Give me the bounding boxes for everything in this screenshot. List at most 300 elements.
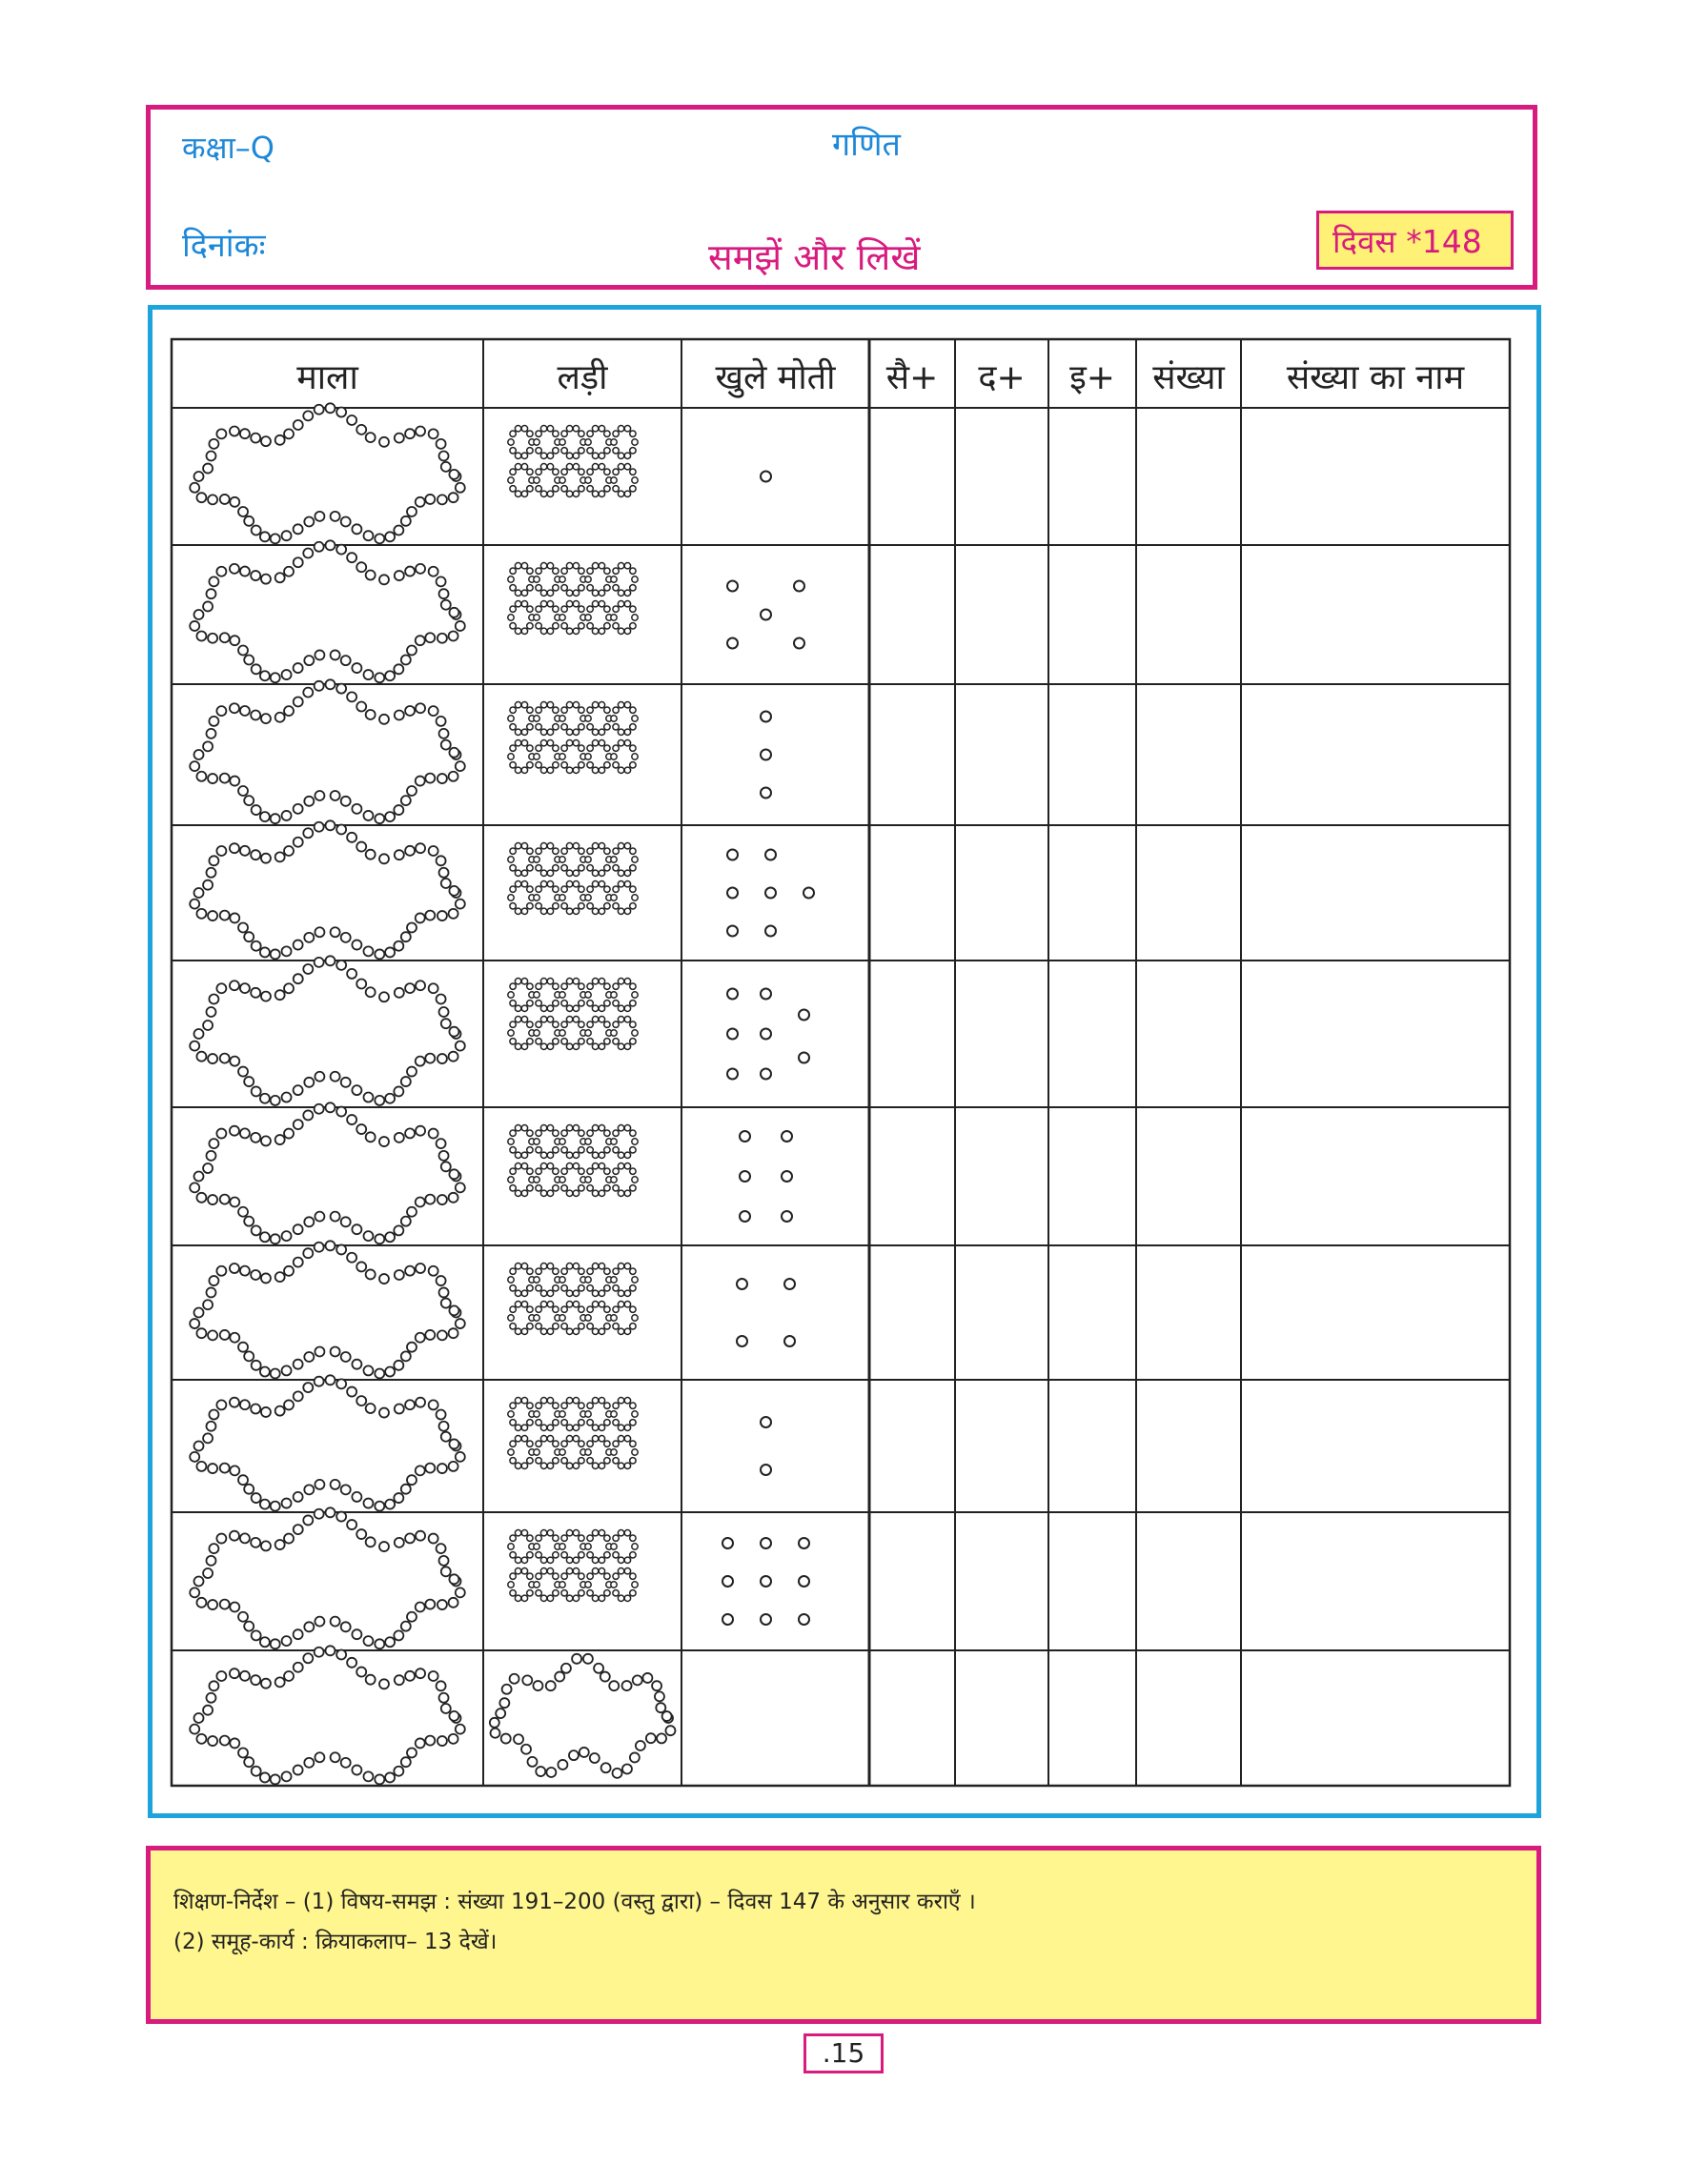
garland-bead xyxy=(437,1681,446,1690)
strand-bead xyxy=(624,1436,630,1442)
strand-bead xyxy=(534,992,539,998)
garland-bead xyxy=(315,791,324,800)
strand-bead xyxy=(579,1552,584,1558)
garland-bead xyxy=(437,1600,447,1609)
garland-bead xyxy=(394,1493,403,1503)
garland-bead xyxy=(282,946,292,956)
strand-bead xyxy=(587,1324,593,1329)
strand-bead xyxy=(521,1125,527,1131)
strand-bead xyxy=(508,754,514,759)
garland-bead xyxy=(275,713,285,722)
strand-bead xyxy=(527,903,533,909)
garland-bead xyxy=(315,1104,324,1114)
strand-bead xyxy=(536,623,541,629)
garland-bead xyxy=(304,1758,314,1768)
strand-bead xyxy=(566,1568,572,1574)
strand-bead xyxy=(534,1411,539,1417)
garland-bead xyxy=(341,797,351,806)
strand-bead xyxy=(604,1268,610,1274)
strand-bead xyxy=(573,1595,579,1601)
garland-bead xyxy=(282,1365,292,1375)
strand-bead xyxy=(566,1190,572,1196)
strand-bead xyxy=(547,1290,553,1296)
strand-bead xyxy=(534,1582,539,1587)
strand-bead xyxy=(540,563,546,569)
strand-bead xyxy=(618,881,623,887)
garland-bead xyxy=(395,1675,404,1685)
strand-bead xyxy=(515,1302,520,1307)
strand-bead xyxy=(604,1130,610,1136)
loose-bead xyxy=(722,1576,733,1587)
strand-bead xyxy=(587,1185,593,1191)
strand-bead xyxy=(613,886,619,892)
garland-bead xyxy=(209,1410,218,1420)
garland-bead xyxy=(252,1493,261,1503)
strand-bead xyxy=(561,1324,567,1329)
garland-bead xyxy=(385,532,395,541)
garland-bead xyxy=(230,636,239,645)
strand-bead xyxy=(536,1285,541,1291)
strand-bead xyxy=(553,431,559,436)
garland-bead xyxy=(437,717,446,726)
garland-bead xyxy=(385,947,395,957)
garland-bead xyxy=(366,1537,376,1547)
garland-bead xyxy=(456,1183,465,1192)
strand-bead xyxy=(579,1590,584,1596)
strand-bead xyxy=(618,1595,623,1601)
strand-bead xyxy=(599,563,604,569)
garland-bead xyxy=(294,1120,303,1129)
garland-bead xyxy=(230,843,239,853)
strand-bead xyxy=(624,628,630,634)
strand-bead xyxy=(559,1411,565,1417)
garland-bead xyxy=(230,703,239,713)
strand-bead xyxy=(579,1185,584,1191)
loose-bead xyxy=(761,750,771,760)
garland-bead xyxy=(261,854,271,863)
strand-bead xyxy=(566,1005,572,1011)
strand-bead xyxy=(618,1290,623,1296)
strand-bead xyxy=(613,486,619,492)
garland-bead xyxy=(379,854,389,863)
strand-bead xyxy=(553,1021,559,1027)
strand-bead xyxy=(566,453,572,458)
garland-bead xyxy=(347,1658,356,1668)
strand-bead xyxy=(579,1021,584,1027)
strand-bead xyxy=(611,895,617,900)
loose-bead xyxy=(784,1279,795,1289)
garland-bead xyxy=(407,645,417,655)
strand-bead xyxy=(573,1264,579,1269)
strand-bead xyxy=(592,1043,598,1049)
strand-bead xyxy=(618,1302,623,1307)
strand-bead xyxy=(579,1147,584,1153)
strand-bead xyxy=(630,983,636,989)
strand-bead xyxy=(515,1328,520,1334)
instructions-box xyxy=(146,1846,1541,2024)
loose-bead xyxy=(761,989,771,1000)
strand-bead xyxy=(599,1163,604,1169)
garland-bead xyxy=(416,1738,425,1748)
strand-bead xyxy=(508,1582,514,1587)
garland-bead xyxy=(294,557,303,567)
garland-bead xyxy=(275,1540,285,1549)
strand-bead xyxy=(547,1163,553,1169)
strand-bead xyxy=(540,843,546,849)
strand-bead xyxy=(547,870,553,876)
strand-bead xyxy=(536,585,541,591)
strand-bead xyxy=(521,1425,527,1430)
garland-bead xyxy=(261,436,271,446)
strand-bead xyxy=(579,1403,584,1408)
garland-bead xyxy=(208,1054,217,1063)
garland-bead xyxy=(416,1264,425,1273)
garland-bead xyxy=(190,1319,199,1328)
garland-bead xyxy=(352,1492,361,1502)
garland-bead xyxy=(366,571,376,580)
strand-bead xyxy=(613,431,619,436)
strand-bead xyxy=(630,745,636,751)
garland-bead xyxy=(352,804,361,814)
strand-bead xyxy=(508,477,514,483)
garland-bead xyxy=(425,633,435,642)
strand-bead xyxy=(624,601,630,607)
strand-bead xyxy=(521,1017,527,1022)
strand-bead xyxy=(540,740,546,746)
garland-bead xyxy=(303,1653,313,1663)
strand-bead xyxy=(630,1458,636,1464)
strand-bead xyxy=(561,585,567,591)
strand-bead xyxy=(510,1185,516,1191)
garland-bead xyxy=(395,1538,404,1547)
class-label: कक्षा–Q xyxy=(182,130,275,166)
strand-bead xyxy=(587,1441,593,1446)
strand-bead xyxy=(559,1177,565,1183)
strand-bead xyxy=(547,702,553,708)
garland-bead xyxy=(196,1462,206,1471)
garland-bead xyxy=(244,932,254,941)
strand-bead xyxy=(592,1436,598,1442)
strand-bead xyxy=(604,469,610,475)
garland-bead xyxy=(425,1600,435,1609)
strand-bead xyxy=(566,979,572,984)
garland-bead xyxy=(284,429,294,438)
strand-bead xyxy=(630,903,636,909)
strand-bead xyxy=(540,1463,546,1468)
strand-bead xyxy=(618,1190,623,1196)
strand-bead xyxy=(613,1039,619,1044)
garland-bead xyxy=(416,1531,425,1541)
strand-bead xyxy=(566,491,572,496)
garland-bead xyxy=(315,1346,324,1356)
garland-bead xyxy=(449,1574,458,1584)
strand-bead xyxy=(527,431,533,436)
garland-bead xyxy=(395,1270,404,1280)
strand-bead xyxy=(553,1285,559,1291)
strand-bead xyxy=(561,762,567,768)
garland-bead xyxy=(260,1094,270,1103)
garland-icon xyxy=(190,1507,465,1648)
strand-bead xyxy=(534,1544,539,1549)
strand-bead xyxy=(508,895,514,900)
garland-bead xyxy=(196,1052,206,1062)
strand-bead xyxy=(624,729,630,735)
garland-bead xyxy=(356,1396,366,1405)
strand-bead xyxy=(604,1441,610,1446)
strand-bead xyxy=(553,1130,559,1136)
strand-bead xyxy=(613,1552,619,1558)
strand-bead xyxy=(585,439,591,445)
garland-bead xyxy=(590,1753,600,1763)
strand-bead xyxy=(579,1441,584,1446)
strand-bead xyxy=(624,1190,630,1196)
strand-bead xyxy=(599,1302,604,1307)
strand-bead xyxy=(540,1005,546,1011)
strand-bead xyxy=(515,601,520,607)
garland-bead xyxy=(203,1300,213,1309)
strand-bead xyxy=(510,1039,516,1044)
garland-bead xyxy=(352,1766,361,1775)
garland-bead xyxy=(394,1361,403,1370)
strand-bead xyxy=(553,606,559,612)
garland-bead xyxy=(401,1757,411,1767)
garland-bead xyxy=(561,1664,571,1673)
strand-bead xyxy=(566,767,572,773)
strand-bead xyxy=(510,623,516,629)
strand-bead xyxy=(632,1177,638,1183)
garland-bead xyxy=(190,1041,199,1051)
strand-bead xyxy=(579,1573,584,1579)
strand-bead xyxy=(599,1017,604,1022)
loose-bead xyxy=(761,712,771,722)
garland-bead xyxy=(284,1400,294,1409)
strand-bead xyxy=(515,702,520,708)
strand-bead xyxy=(573,1398,579,1404)
strand-bead xyxy=(566,1436,572,1442)
strand-bead xyxy=(527,606,533,612)
garland-bead xyxy=(341,1485,351,1494)
garland-bead xyxy=(341,656,351,665)
garland-bead xyxy=(194,1029,204,1039)
strand-bead xyxy=(510,1285,516,1291)
garland-bead xyxy=(394,805,403,815)
strand-bead xyxy=(599,740,604,746)
garland-bead xyxy=(366,1404,376,1413)
garland-bead xyxy=(331,927,340,937)
strand-bead xyxy=(624,453,630,458)
garland-bead xyxy=(401,1217,411,1226)
loose-bead xyxy=(761,472,771,482)
strand-bead xyxy=(632,992,638,998)
garland-bead xyxy=(336,1244,346,1254)
strand-bead xyxy=(521,590,527,596)
strand-bead xyxy=(579,1535,584,1541)
strand-bead xyxy=(566,1302,572,1307)
strand-bead xyxy=(618,1043,623,1049)
strand-bead xyxy=(540,1557,546,1563)
garland-bead xyxy=(203,1706,213,1715)
strand-bead xyxy=(618,590,623,596)
garland-bead xyxy=(352,1085,361,1095)
garland-bead xyxy=(356,702,366,712)
loose-bead xyxy=(722,1538,733,1548)
strand-bead xyxy=(624,702,630,708)
strand-bead xyxy=(540,1152,546,1158)
garland-bead xyxy=(439,451,449,460)
strand-bead xyxy=(540,1163,546,1169)
strand-bead xyxy=(579,1130,584,1136)
garland-bead xyxy=(194,750,204,759)
garland-bead xyxy=(401,932,411,941)
garland-bead xyxy=(244,655,254,664)
garland-bead xyxy=(331,1346,340,1356)
strand-bead xyxy=(566,563,572,569)
garland-bead xyxy=(220,774,230,783)
garland-bead xyxy=(240,1400,250,1409)
garland-bead xyxy=(203,880,213,890)
strand-bead xyxy=(527,1268,533,1274)
garland-bead xyxy=(303,688,313,698)
strand-bead xyxy=(624,881,630,887)
strand-bead xyxy=(510,903,516,909)
strand-bead xyxy=(561,1168,567,1174)
garland-bead xyxy=(252,526,261,536)
garland-bead xyxy=(238,1207,248,1217)
garland-bead xyxy=(405,429,415,438)
garland-bead xyxy=(352,1629,361,1639)
strand-bead xyxy=(611,754,617,759)
garland-bead xyxy=(490,1718,499,1728)
garland-bead xyxy=(251,1538,260,1547)
garland-bead xyxy=(441,1299,451,1308)
garland-bead xyxy=(456,1041,465,1051)
strand-bead xyxy=(599,1043,604,1049)
strand-bead xyxy=(536,1130,541,1136)
strand-bead xyxy=(573,1017,579,1022)
strand-bead xyxy=(527,1573,533,1579)
garland-bead xyxy=(429,1400,438,1409)
strand-bead xyxy=(624,1463,630,1468)
strand-bead xyxy=(630,568,636,574)
strand-bead xyxy=(579,1306,584,1312)
garland-bead xyxy=(203,1568,213,1578)
garland-bead xyxy=(394,941,403,951)
strand-bead xyxy=(534,576,539,582)
strand-bead xyxy=(527,1168,533,1174)
strand-bead xyxy=(573,729,579,735)
garland-bead xyxy=(336,1107,346,1117)
garland-bead xyxy=(356,1668,366,1677)
strand-bead xyxy=(611,615,617,620)
garland-bead xyxy=(216,1671,226,1681)
bead-strand-icon xyxy=(508,426,638,497)
strand-bead xyxy=(521,1463,527,1468)
loose-bead xyxy=(740,1171,750,1182)
garland-bead xyxy=(271,1774,280,1784)
garland-bead xyxy=(315,1648,324,1657)
strand-bead xyxy=(618,453,623,458)
strand-bead xyxy=(632,857,638,862)
garland-bead xyxy=(315,650,324,659)
garland-bead xyxy=(395,988,404,998)
loose-bead xyxy=(727,1029,738,1040)
strand-bead xyxy=(527,1535,533,1541)
strand-bead xyxy=(613,1420,619,1426)
garland-bead xyxy=(220,1736,230,1746)
strand-bead xyxy=(508,1315,514,1321)
strand-bead xyxy=(604,886,610,892)
garland-bead xyxy=(282,670,292,679)
garland-bead xyxy=(251,434,260,443)
garland-bead xyxy=(208,1600,217,1609)
garland-bead xyxy=(363,1231,373,1241)
strand-bead xyxy=(510,1001,516,1006)
garland-bead xyxy=(252,1361,261,1370)
strand-bead xyxy=(510,585,516,591)
strand-bead xyxy=(592,464,598,470)
strand-bead xyxy=(579,707,584,713)
loose-bead xyxy=(727,926,738,937)
strand-bead xyxy=(521,1398,527,1404)
strand-bead xyxy=(613,1306,619,1312)
strand-bead xyxy=(604,623,610,629)
strand-bead xyxy=(559,576,565,582)
garland-bead xyxy=(600,1672,610,1682)
strand-bead xyxy=(536,1324,541,1329)
strand-bead xyxy=(599,1425,604,1430)
loose-bead xyxy=(740,1131,750,1142)
strand-bead xyxy=(599,601,604,607)
garland-bead xyxy=(244,1077,254,1086)
strand-bead xyxy=(592,1152,598,1158)
garland-bead xyxy=(527,1757,537,1767)
strand-bead xyxy=(515,1595,520,1601)
garland-bead xyxy=(613,1769,622,1778)
strand-bead xyxy=(573,563,579,569)
loose-bead xyxy=(765,888,776,899)
garland-bead xyxy=(196,772,206,781)
strand-bead xyxy=(604,865,610,871)
garland-bead xyxy=(405,567,415,576)
date-label: दिनांकः xyxy=(182,227,266,265)
strand-bead xyxy=(559,439,565,445)
strand-bead xyxy=(527,1306,533,1312)
garland-bead xyxy=(341,1622,351,1631)
strand-bead xyxy=(553,568,559,574)
garland-bead xyxy=(395,711,404,720)
garland-bead xyxy=(341,933,351,942)
loose-bead xyxy=(761,788,771,799)
garland-bead xyxy=(425,911,435,920)
strand-bead xyxy=(527,983,533,989)
garland-bead xyxy=(304,1217,314,1226)
strand-bead xyxy=(547,1425,553,1430)
garland-bead xyxy=(261,714,271,723)
garland-bead xyxy=(216,1534,226,1544)
strand-bead xyxy=(561,903,567,909)
garland-bead xyxy=(401,1351,411,1361)
strand-bead xyxy=(587,724,593,730)
garland-bead xyxy=(449,748,458,758)
strand-bead xyxy=(547,1595,553,1601)
strand-bead xyxy=(587,1573,593,1579)
strand-bead xyxy=(624,1264,630,1269)
strand-bead xyxy=(559,477,565,483)
garland-icon xyxy=(190,1241,465,1378)
loose-bead xyxy=(784,1336,795,1346)
garland-bead xyxy=(425,1330,435,1340)
strand-bead xyxy=(585,716,591,721)
